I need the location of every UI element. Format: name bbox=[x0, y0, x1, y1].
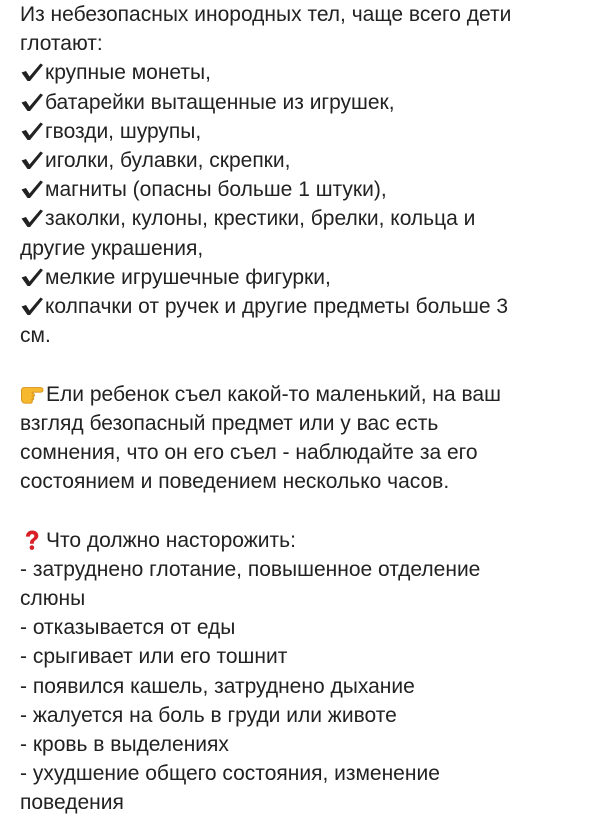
check-mark-icon bbox=[20, 267, 44, 287]
warning-heading: Что должно насторожить: bbox=[20, 526, 595, 555]
paragraph-gap bbox=[20, 496, 595, 525]
pointing-hand-icon bbox=[20, 383, 44, 405]
advice-line: Ели ребенок съел какой-то маленький, на ваш bbox=[20, 380, 595, 409]
warning-sign: - затруднено глотание, повышенное отделение bbox=[20, 557, 481, 581]
warning-sign: поведения bbox=[20, 791, 124, 815]
check-mark-icon bbox=[20, 296, 44, 316]
warning-section bbox=[20, 526, 595, 818]
list-item: заколки, кулоны, крестики, брелки, кольца и bbox=[20, 204, 595, 233]
list-item-continuation: см. bbox=[20, 324, 51, 348]
advice-paragraph bbox=[20, 380, 595, 497]
paragraph-gap bbox=[20, 350, 595, 379]
check-mark-icon bbox=[20, 150, 44, 170]
intro-line: глотают: bbox=[20, 32, 103, 56]
advice-line: взгляд безопасный предмет или у вас есть bbox=[20, 411, 439, 435]
post-body bbox=[20, 0, 595, 818]
warning-sign: - кровь в выделениях bbox=[20, 733, 229, 757]
red-question-mark-icon bbox=[20, 529, 44, 551]
list-item-continuation: другие украшения, bbox=[20, 236, 204, 260]
warning-sign: - появился кашель, затруднено дыхание bbox=[20, 674, 415, 698]
list-item: колпачки от ручек и другие предметы больше 3 bbox=[20, 292, 595, 321]
list-item: крупные монеты, bbox=[20, 58, 595, 87]
list-item: батарейки вытащенные из игрушек, bbox=[20, 88, 595, 117]
list-item: иголки, булавки, скрепки, bbox=[20, 146, 595, 175]
check-mark-icon bbox=[20, 62, 44, 82]
check-mark-icon bbox=[20, 179, 44, 199]
advice-line: сомнения, что он его съел - наблюдайте за его bbox=[20, 441, 478, 465]
advice-line: состоянием и поведением несколько часов. bbox=[20, 470, 450, 494]
check-mark-icon bbox=[20, 121, 44, 141]
list-item: гвозди, шурупы, bbox=[20, 117, 595, 146]
intro-line: Из небезопасных инородных тел, чаще всего дети bbox=[20, 3, 512, 26]
warning-sign: - срыгивает или его тошнит bbox=[20, 645, 288, 669]
check-mark-icon bbox=[20, 208, 44, 228]
warning-sign: - жалуется на боль в груди или животе bbox=[20, 703, 397, 727]
warning-sign: слюны bbox=[20, 587, 86, 611]
warning-sign: - ухудшение общего состояния, изменение bbox=[20, 762, 440, 786]
list-item: мелкие игрушечные фигурки, bbox=[20, 263, 595, 292]
swallowed-items-list bbox=[20, 58, 595, 350]
check-mark-icon bbox=[20, 92, 44, 112]
list-item: магниты (опасны больше 1 штуки), bbox=[20, 175, 595, 204]
warning-sign: - отказывается от еды bbox=[20, 616, 236, 640]
